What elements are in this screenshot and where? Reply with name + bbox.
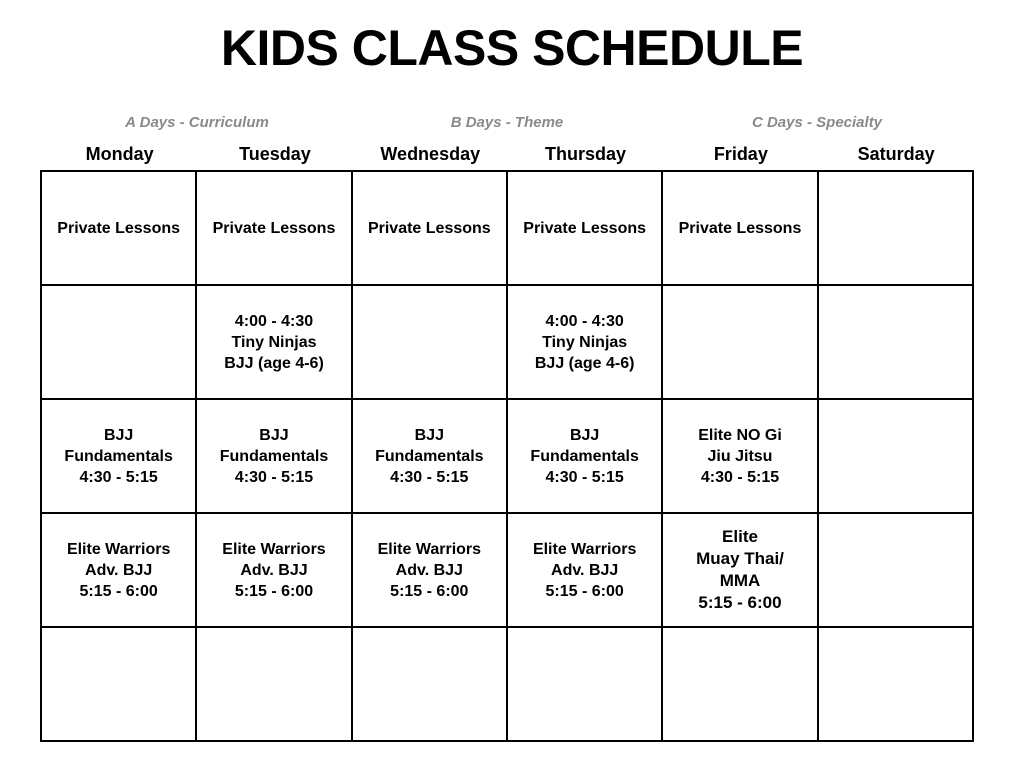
schedule-cell-saturday-slot5 <box>819 628 974 742</box>
rotation-label-a-days: A Days - Curriculum <box>125 114 269 131</box>
schedule-cell-wednesday-slot1: Private Lessons <box>353 172 508 286</box>
rotation-label-b-days: B Days - Theme <box>450 114 564 131</box>
schedule-cell-tuesday-slot5 <box>197 628 352 742</box>
schedule-cell-monday-slot5 <box>42 628 197 742</box>
schedule-cell-wednesday-slot2 <box>353 286 508 400</box>
schedule-cell-friday-slot1: Private Lessons <box>663 172 818 286</box>
schedule-cell-monday-slot1: Private Lessons <box>42 172 197 286</box>
schedule-cell-saturday-slot1 <box>819 172 974 286</box>
day-header-row <box>42 142 974 166</box>
schedule-cell-saturday-slot2 <box>819 286 974 400</box>
day-header-thursday: Thursday <box>545 144 627 164</box>
schedule-cell-wednesday-slot3: BJJ Fundamentals 4:30 - 5:15 <box>353 400 508 514</box>
schedule-cell-saturday-slot4 <box>819 514 974 628</box>
day-header-tuesday: Tuesday <box>239 144 311 164</box>
day-header-friday: Friday <box>713 144 768 164</box>
schedule-cell-wednesday-slot5 <box>353 628 508 742</box>
schedule-cell-friday-slot3: Elite NO Gi Jiu Jitsu 4:30 - 5:15 <box>663 400 818 514</box>
page-title: KIDS CLASS SCHEDULE <box>220 20 804 76</box>
schedule-cell-monday-slot4: Elite Warriors Adv. BJJ 5:15 - 6:00 <box>42 514 197 628</box>
schedule-cell-thursday-slot4: Elite Warriors Adv. BJJ 5:15 - 6:00 <box>508 514 663 628</box>
schedule-cell-saturday-slot3 <box>819 400 974 514</box>
schedule-cell-tuesday-slot1: Private Lessons <box>197 172 352 286</box>
day-header-monday: Monday <box>85 144 154 164</box>
day-header-wednesday: Wednesday <box>380 144 481 164</box>
schedule-cell-friday-slot2 <box>663 286 818 400</box>
schedule-cell-friday-slot5 <box>663 628 818 742</box>
schedule-cell-thursday-slot3: BJJ Fundamentals 4:30 - 5:15 <box>508 400 663 514</box>
day-header-saturday: Saturday <box>857 144 935 164</box>
schedule-grid <box>40 170 974 742</box>
schedule-cell-thursday-slot1: Private Lessons <box>508 172 663 286</box>
schedule-cell-friday-slot4: Elite Muay Thai/ MMA 5:15 - 6:00 <box>663 514 818 628</box>
schedule-cell-tuesday-slot3: BJJ Fundamentals 4:30 - 5:15 <box>197 400 352 514</box>
schedule-cell-monday-slot3: BJJ Fundamentals 4:30 - 5:15 <box>42 400 197 514</box>
schedule-cell-tuesday-slot2: 4:00 - 4:30 Tiny Ninjas BJJ (age 4-6) <box>197 286 352 400</box>
schedule-cell-thursday-slot2: 4:00 - 4:30 Tiny Ninjas BJJ (age 4-6) <box>508 286 663 400</box>
schedule-cell-thursday-slot5 <box>508 628 663 742</box>
schedule-cell-wednesday-slot4: Elite Warriors Adv. BJJ 5:15 - 6:00 <box>353 514 508 628</box>
rotation-label-c-days: C Days - Specialty <box>751 114 883 131</box>
schedule-cell-monday-slot2 <box>42 286 197 400</box>
schedule-cell-tuesday-slot4: Elite Warriors Adv. BJJ 5:15 - 6:00 <box>197 514 352 628</box>
